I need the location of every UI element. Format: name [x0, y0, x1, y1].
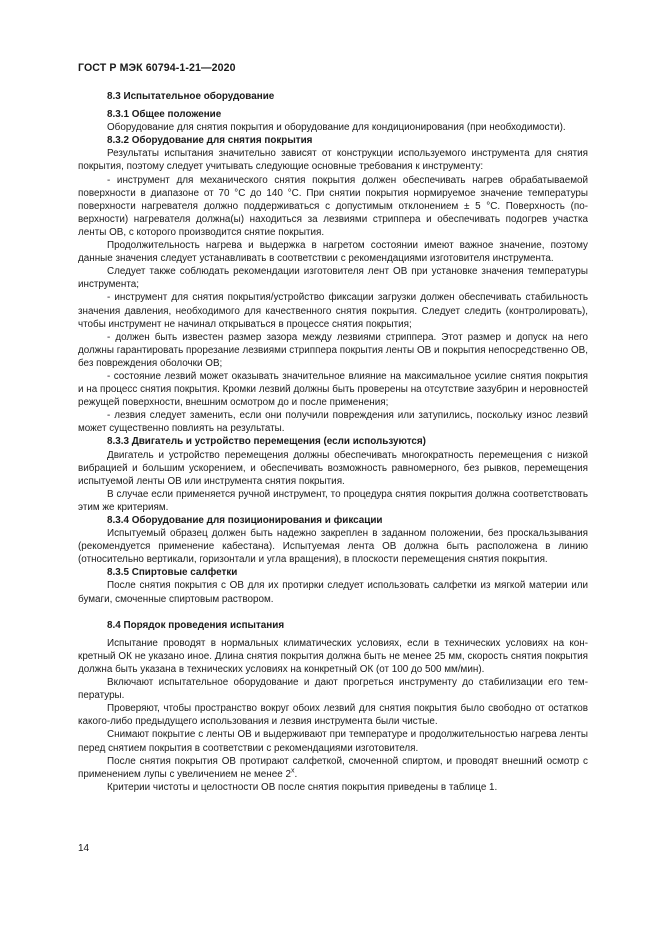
- paragraph: Включают испытательное оборудование и дают прогреться инструменту до стабилизации его температуры.: [78, 677, 588, 702]
- paragraph: В случае если применяется ручной инструмент, то процедура снятия покрытия должна соответствовать этим же критериям.: [78, 488, 588, 513]
- paragraph: Испытуемый образец должен быть надежно закреплен в заданном положении, без проскальзывания (рекомендуется применение кабестана). Испытуемая лента ОВ должна быть расположена в линию (относительно вертикали, горизонтали и угла вращения), в плоскости перемещения снятия покрытия.: [78, 528, 588, 566]
- paragraph: Оборудование для снятия покрытия и оборудование для кондиционирования (при необходимости).: [107, 122, 566, 134]
- paragraph: Следует также соблюдать рекомендации изготовителя лент ОВ при установке значения температуры инструмента;: [78, 266, 588, 291]
- subsection-heading-8-3-3: 8.3.3 Двигатель и устройство перемещения (если используются): [107, 436, 426, 448]
- subsection-heading-8-3-2: 8.3.2 Оборудование для снятия покрытия: [107, 135, 313, 147]
- paragraph-end: .: [294, 768, 298, 780]
- subsection-heading-8-3-4: 8.3.4 Оборудование для позиционирования и фиксации: [107, 515, 383, 526]
- subsection-heading-8-3-1: 8.3.1 Общее положение: [107, 109, 222, 121]
- list-item: - лезвия следует заменить, если они получили повреждения или затупились, поскольку износ лезвий может существенно повлиять на результаты.: [78, 410, 588, 435]
- paragraph: Испытание проводят в нормальных климатических условиях, если в технических условиях на конкретный ОК не указано иное. Длина снятия покрытия должна быть не менее 25 мм, скорость снятия покрытия должна быть указана в технических условиях на конкретный ОК (от 100 до 500 мм/мин).: [78, 637, 588, 675]
- paragraph: Снимают покрытие с ленты ОВ и выдерживают при температуре и продолжительностью нагрева ленты перед снятием покрытия в соответствии с рекомендациями изготовителя.: [78, 729, 588, 754]
- magnification-superscript: x: [290, 767, 295, 775]
- paragraph: После снятия покрытия с ОВ для их протирки следует использовать салфетки из мягкой материи или бумаги, смоченные спиртовым раствором.: [78, 580, 588, 605]
- paragraph-text: После снятия покрытия ОВ протирают салфеткой, смоченной спиртом, и проводят внешний осмотр с применением лупы с увеличением не менее 2: [78, 755, 588, 780]
- paragraph: [78, 755, 588, 781]
- document-body: [78, 90, 588, 794]
- list-item: - состояние лезвий может оказывать значительное влияние на максимальное усилие снятия покрытия и на процесс снятия покрытия. Кромки лезвий должны быть проверены на отсутствие зазубрин и неровностей режущей поверхности, внешним осмотром до и после применения;: [78, 370, 588, 409]
- paragraph: Критерии чистоты и целостности ОВ после снятия покрытия приведены в таблице 1.: [107, 781, 498, 793]
- document-header: ГОСТ Р МЭК 60794-1-21—2020: [78, 62, 236, 74]
- paragraph: Двигатель и устройство перемещения должны обеспечивать многократность перемещения с низкой вибрацией и большим ускорением, и обеспечивать возможность равномерного, без рывков, перемещения испытуемой ленты ОВ или инструмента снятия покрытия.: [78, 449, 588, 487]
- list-item: - должен быть известен размер зазора между лезвиями стриппера. Этот размер и допуск на него должны гарантировать прорезание лезвиями стриппера покрытия ленты ОВ и покрытия непосредственно ОВ, без повреждения оболочки ОВ;: [78, 331, 588, 369]
- paragraph: Проверяют, чтобы пространство вокруг обоих лезвий для снятия покрытия было свободно от остатков какого-либо предыдущего использования и лезвия инструмента были чистые.: [78, 703, 588, 728]
- list-item: - инструмент для снятия покрытия/устройство фиксации загрузки должен обеспечивать стабильность значения давления, необходимого для качественного снятия покрытия. Следует следить (контролировать), чтобы инструмент не начинал открываться в процессе снятия покрытия;: [78, 292, 588, 330]
- section-heading-8-4: 8.4 Порядок проведения испытания: [107, 619, 285, 631]
- paragraph: Продолжительность нагрева и выдержка в нагретом состоянии имеют важное значение, поэтому данные значения следует устанавливать в соответствии с рекомендациями изготовителя инструмента.: [78, 240, 588, 265]
- subsection-heading-8-3-5: 8.3.5 Спиртовые салфетки: [107, 567, 238, 579]
- paragraph: Результаты испытания значительно зависят от конструкции используемого инструмента для снятия покрытия, поэтому следует учитывать следующие основные требования к инструменту:: [78, 148, 588, 173]
- section-heading-8-3: 8.3 Испытательное оборудование: [107, 91, 275, 102]
- list-item: - инструмент для механического снятия покрытия должен обеспечивать нагрев обрабатываемой поверхности в диапазоне от 70 °С до 140 °С. При снятии покрытия нормируемое значение температуры поверхности нагревателя должно поддерживаться с допустимым отклонением ± 5 °С. Поверхность (поверхности) нагревателя должна(ы) находиться за лезвиями стриппера и обеспечивать подогрев участка ленты ОВ, с которого производится снятие покрытия.: [78, 174, 588, 238]
- page-number: 14: [78, 843, 90, 854]
